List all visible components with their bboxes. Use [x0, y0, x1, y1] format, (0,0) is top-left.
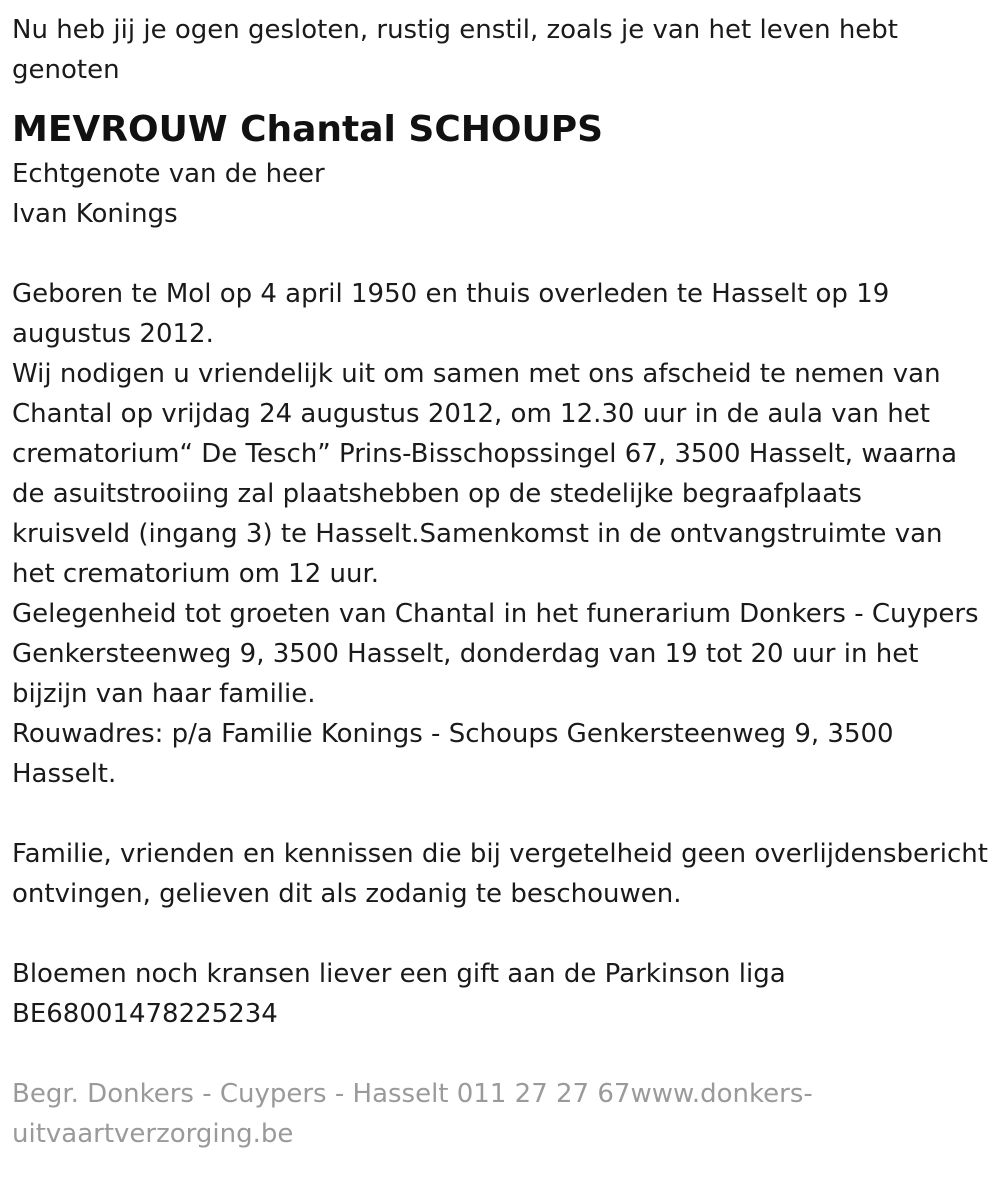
mourning-address: Rouwadres: p/a Familie Konings - Schoups Genkersteenweg 9, 3500 Hasselt.: [12, 719, 894, 789]
birth-death-text: Geboren te Mol op 4 april 1950 en thuis overleden te Hasselt op 19 augustus 2012.: [12, 279, 890, 349]
spouse-lines: Echtgenote van de heer Ivan Konings: [12, 159, 325, 229]
invitation-text: Wij nodigen u vriendelijk uit om samen met ons afscheid te nemen van Chantal op vrijdag 24 augustus 2012, om 12.30 uur in de aula van het crematorium“ De Tesch” Prins-Bisschopssingel 67, 3500 Hasselt, waarna de asuitstrooiing zal plaatshebben op de stedelijke begraafplaats kruisveld (ingang 3) te Hasselt.Samenkomst in de ontvangstruimte van het crematorium om 12 uur.: [12, 359, 958, 589]
intro-quote: Nu heb jij je ogen gesloten, rustig enstil, zoals je van het leven hebt genoten: [12, 15, 898, 85]
funeral-home-footer: Begr. Donkers - Cuypers - Hasselt 011 27 27 67www.donkers- uitvaartverzorging.be: [12, 1079, 813, 1149]
donation-text: Bloemen noch kransen liever een gift aan de Parkinson liga BE68001478225234: [12, 959, 786, 1029]
spacer: [12, 234, 988, 274]
spacer: [12, 794, 988, 834]
spacer: [12, 914, 988, 954]
notice-text: Familie, vrienden en kennissen die bij vergetelheid geen overlijdensbericht ontvingen, gelieven dit als zodanig te beschouwen.: [12, 839, 988, 909]
viewing-text: Gelegenheid tot groeten van Chantal in het funerarium Donkers - Cuypers Genkersteenweg 9, 3500 Hasselt, donderdag van 19 tot 20 uur in het bijzijn van haar familie.: [12, 599, 979, 709]
deceased-name: MEVROUW Chantal SCHOUPS: [12, 109, 604, 150]
